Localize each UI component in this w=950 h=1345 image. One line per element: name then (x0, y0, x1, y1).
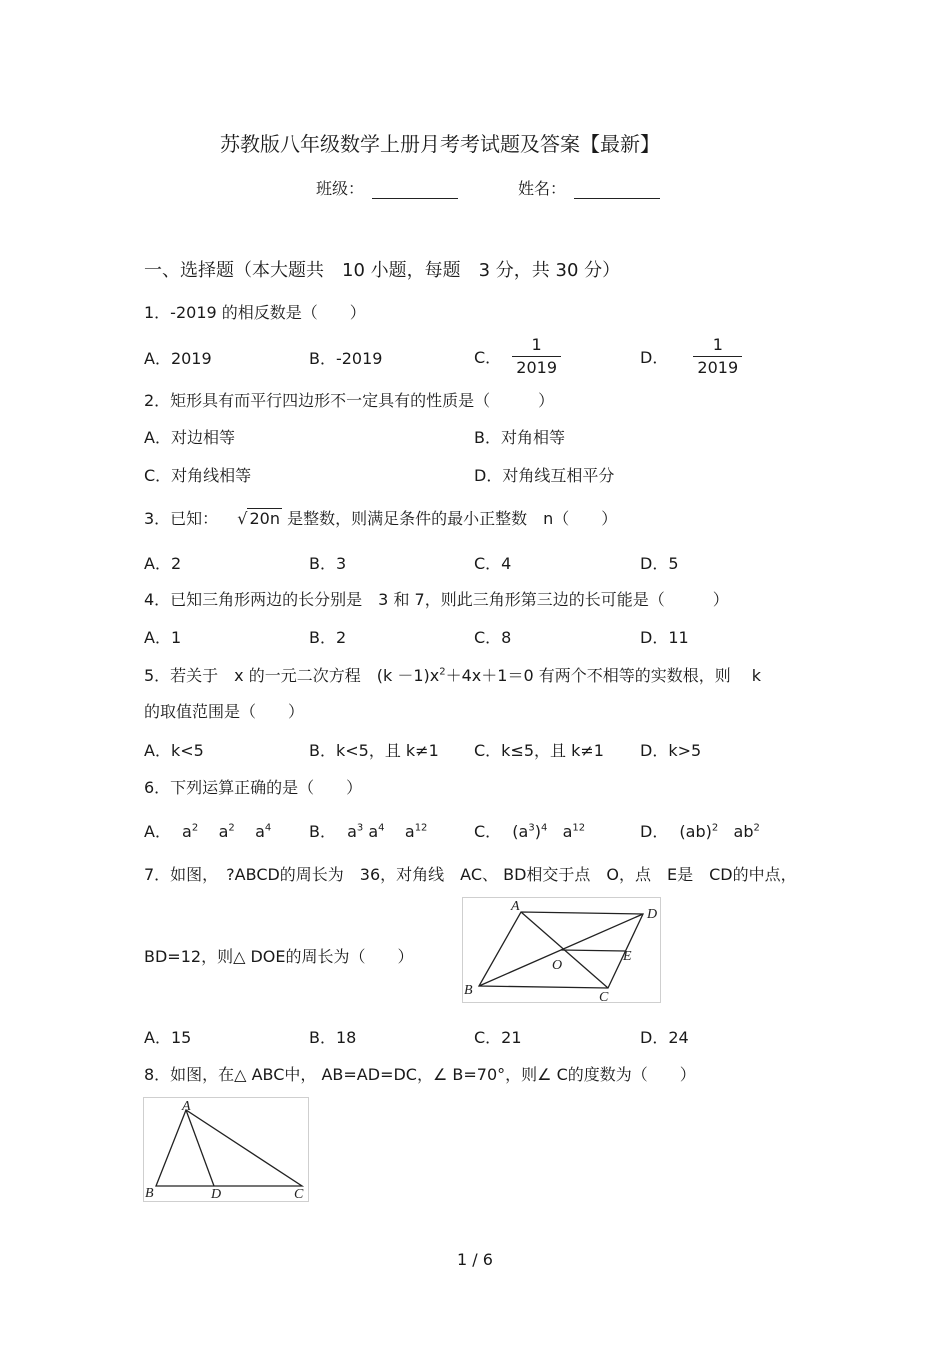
q2-option-d: D．对角线互相平分 (474, 466, 615, 485)
q6-option-c-label: C． (474, 822, 502, 841)
q3-option-a: A．2 (144, 554, 182, 573)
q7-segment-oe (561, 950, 625, 951)
q6-option-a-expr: $a^2$ $a^2$ $a^4$ (182, 822, 272, 841)
q1-option-c-label: C． (474, 348, 502, 367)
q1-option-d-label: D． (640, 348, 669, 367)
q7-option-d: D．24 (640, 1028, 689, 1047)
section-heading: 一、选择题（本大题共 10 小题，每题 3 分，共 30 分） (144, 260, 621, 281)
q7-label-a: A (511, 899, 520, 914)
q5-stem-line2: 的取值范围是（ ） (144, 702, 305, 721)
q7-option-c: C．21 (474, 1028, 522, 1047)
name-field (518, 176, 660, 199)
q5-stem-line1 (144, 663, 761, 686)
q8-label-d: D (211, 1187, 222, 1202)
q1-option-c-denominator: 2019 (516, 358, 557, 377)
q8-label-a: A (182, 1099, 191, 1114)
q7-label-o: O (552, 958, 563, 973)
q7-label-b: B (464, 983, 473, 998)
q1-option-d-numerator: 1 (693, 334, 742, 357)
q7-option-a: A．15 (144, 1028, 192, 1047)
q3-stem-pre: 3．已知： (144, 509, 219, 528)
q3-stem-post: 是整数，则满足条件的最小正整数 n（ ） (287, 509, 618, 528)
q3-option-c: C．4 (474, 554, 512, 573)
q5-stem-pre: 5．若关于 x 的一元二次方程 (k －1)x (144, 666, 440, 685)
q6-option-d-expr: (ab)$^2$ $ab^2$ (679, 822, 760, 841)
q7-label-e: E (623, 949, 632, 964)
class-blank (372, 180, 458, 199)
q6-option-b (309, 819, 427, 842)
q1-option-d (640, 334, 742, 379)
q6-option-c-expr: $(a^3)^4$ $a^{12}$ (512, 822, 586, 841)
page-number: 1 / 6 (457, 1250, 493, 1269)
q1-option-c (474, 334, 561, 379)
q5-exponent: 2 (439, 666, 446, 678)
q8-label-c: C (294, 1187, 304, 1202)
q4-option-d: D．11 (640, 628, 689, 647)
q6-option-a (144, 819, 271, 842)
q3-sqrt-icon: √ (237, 509, 248, 528)
q1-option-c-fraction (512, 334, 561, 379)
q7-label-d: D (647, 907, 658, 922)
q4-stem: 4．已知三角形两边的长分别是 3 和 7，则此三角形第三边的长可能是（ ） (144, 590, 729, 609)
q3-radicand: 20n (249, 509, 280, 528)
page-title: 苏教版八年级数学上册月考考试题及答案【最新】 (220, 132, 660, 156)
class-label: 班级： (316, 179, 365, 198)
class-field (316, 176, 458, 199)
q2-stem: 2．矩形具有而平行四边形不一定具有的性质是（ ） (144, 391, 555, 410)
q5-option-a: A．k<5 (144, 741, 204, 760)
q8-stem: 8．如图，在△ ABC中， AB=AD=DC，∠ B=70°，则∠ C的度数为（ ） (144, 1065, 696, 1084)
q6-option-d-label: D． (640, 822, 669, 841)
q1-stem: 1．-2019 的相反数是（ ） (144, 303, 366, 322)
q3-stem (144, 506, 617, 529)
name-blank (574, 180, 660, 199)
q1-option-d-denominator: 2019 (697, 358, 739, 377)
q6-option-a-label: A． (144, 822, 171, 841)
q6-option-c (474, 819, 585, 842)
name-label: 姓名： (518, 179, 567, 198)
q5-option-c: C．k≤5，且 k≠1 (474, 741, 604, 760)
q1-option-d-fraction (693, 334, 742, 379)
q7-label-c: C (599, 990, 609, 1003)
q7-stem-line2: BD=12，则△ DOE的周长为（ ） (144, 947, 414, 966)
q3-option-b: B．3 (309, 554, 347, 573)
q5-option-d: D．k>5 (640, 741, 702, 760)
q7-parallelogram-figure (462, 897, 661, 1003)
q7-option-b: B．18 (309, 1028, 357, 1047)
q4-option-b: B．2 (309, 628, 347, 647)
q6-option-b-label: B． (309, 822, 336, 841)
q8-label-b: B (145, 1186, 154, 1201)
q5-option-b: B．k<5，且 k≠1 (309, 741, 439, 760)
q6-option-b-expr: $a^3$ $a^4$ $a^{12}$ (347, 822, 428, 841)
q1-option-c-numerator: 1 (512, 334, 561, 357)
q2-option-c: C．对角线相等 (144, 466, 252, 485)
q3-option-d: D．5 (640, 554, 679, 573)
q6-stem: 6．下列运算正确的是（ ） (144, 778, 363, 797)
q4-option-c: C．8 (474, 628, 512, 647)
q8-triangle-figure (143, 1097, 309, 1202)
q1-option-b: B．-2019 (309, 349, 383, 368)
q7-stem-line1: 7．如图， ?ABCD的周长为 36，对角线 AC、 BD相交于点 O，点 E是 CD的中点， (144, 865, 797, 884)
q6-option-d (640, 819, 760, 842)
q4-option-a: A．1 (144, 628, 182, 647)
q1-option-a: A．2019 (144, 349, 212, 368)
q5-stem-post: ＋4x＋1＝0 有两个不相等的实数根，则 k (445, 666, 762, 685)
q2-option-b: B．对角相等 (474, 428, 565, 447)
q2-option-a: A．对边相等 (144, 428, 235, 447)
q8-segment-ad (186, 1110, 214, 1186)
q8-triangle-abc (156, 1110, 302, 1186)
